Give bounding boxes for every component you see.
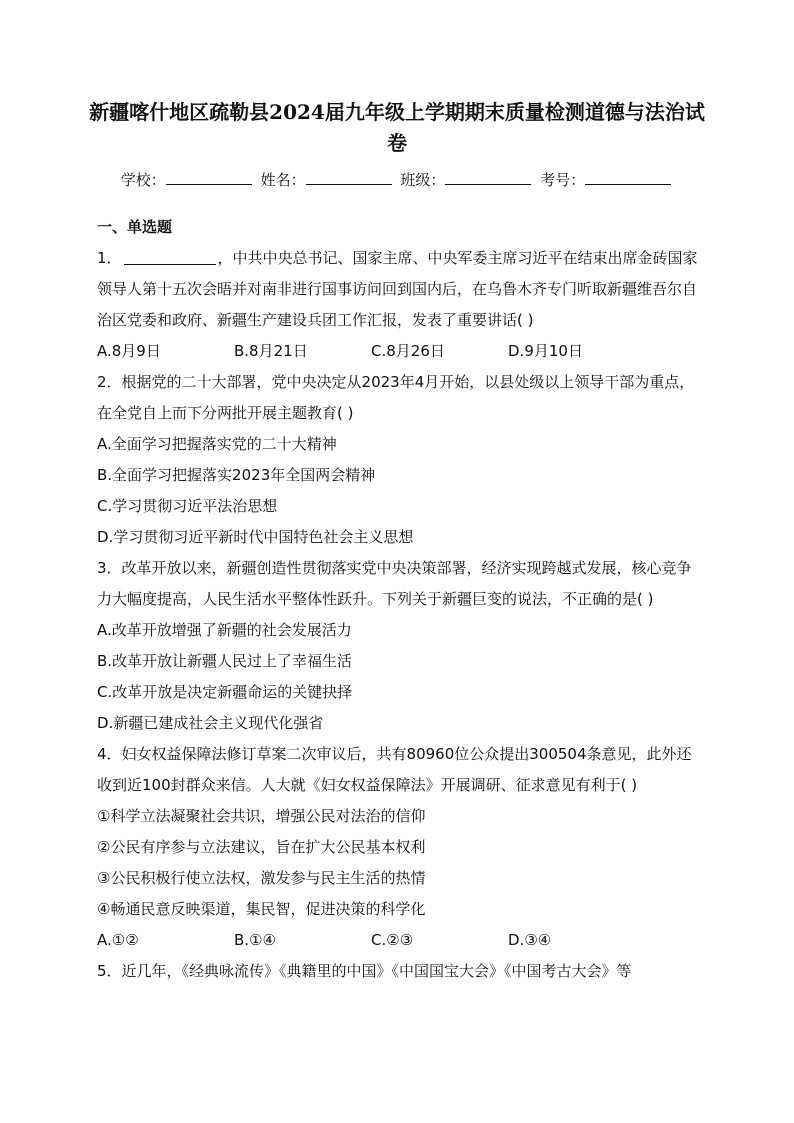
page-title: 新疆喀什地区疏勒县2024届九年级上学期期末质量检测道德与法治试卷 <box>89 100 705 155</box>
option-c[interactable]: C.改革开放是决定新疆命运的关键抉择 <box>97 683 353 701</box>
option-c[interactable]: C.8月26日 <box>371 342 445 360</box>
option-b[interactable]: B.改革开放让新疆人民过上了幸福生活 <box>97 652 353 670</box>
statement-4: ④畅通民意反映渠道，集民智，促进决策的科学化 <box>97 900 426 918</box>
statement-2: ②公民有序参与立法建议，旨在扩大公民基本权利 <box>97 838 426 856</box>
exam-number-blank[interactable] <box>585 169 671 185</box>
option-b[interactable]: B.①④ <box>234 931 276 949</box>
question-4-options <box>97 925 699 956</box>
option-a[interactable]: A.①② <box>97 931 139 949</box>
option-b[interactable]: B.全面学习把握落实2023年全国两会精神 <box>97 466 376 484</box>
section-heading: 一、单选题 <box>97 218 173 236</box>
option-b[interactable]: B.8月21日 <box>234 342 308 360</box>
statement-3: ③公民积极行使立法权，激发参与民主生活的热情 <box>97 869 426 887</box>
option-d[interactable]: D.新疆已建成社会主义现代化强省 <box>97 714 324 732</box>
statement-1: ①科学立法凝聚社会共识，增强公民对法治的信仰 <box>97 807 426 825</box>
question-5: 5．近几年，《经典咏流传》《典籍里的中国》《中国国宝大会》《中国考古大会》等 <box>97 962 632 980</box>
school-field: 学校： <box>121 171 254 189</box>
question-2: 2．根据党的二十大部署，党中央决定从2023年4月开始，以县处级以上领导干部为重点，在全党自上而下分两批开展主题教育( ) <box>97 373 695 422</box>
name-field: 姓名： <box>261 171 394 189</box>
class-field: 班级： <box>400 171 533 189</box>
option-c[interactable]: C.②③ <box>371 931 414 949</box>
class-blank[interactable] <box>445 169 531 185</box>
option-d[interactable]: D.③④ <box>508 931 552 949</box>
school-blank[interactable] <box>166 169 252 185</box>
exam-number-field: 考号： <box>540 171 673 189</box>
option-a[interactable]: A.8月9日 <box>97 342 161 360</box>
question-3: 3．改革开放以来，新疆创造性贯彻落实党中央决策部署，经济实现跨越式发展，核心竞争力大幅度提高，人民生活水平整体性跃升。下列关于新疆巨变的说法，不正确的是( ) <box>97 559 692 608</box>
question-1: 1． ，中共中央总书记、国家主席、中央军委主席习近平在结束出席金砖国家领导人第十五次会晤并对南非进行国事访问回到国内后，在乌鲁木齐专门听取新疆维吾尔自治区党委和政府、新疆生产建设兵团工作汇报，发表了重要讲话( ) <box>97 249 698 329</box>
question-content <box>97 212 699 987</box>
option-a[interactable]: A.改革开放增强了新疆的社会发展活力 <box>97 621 352 639</box>
option-d[interactable]: D.9月10日 <box>508 342 583 360</box>
option-d[interactable]: D.学习贯彻习近平新时代中国特色社会主义思想 <box>97 528 414 546</box>
student-info-row <box>0 168 794 192</box>
answer-blank <box>124 248 216 265</box>
question-4: 4．妇女权益保障法修订草案二次审议后，共有80960位公众提出300504条意见，此外还收到近100封群众来信。人大就《妇女权益保障法》开展调研、征求意见有利于( ) <box>97 745 692 794</box>
name-blank[interactable] <box>306 169 392 185</box>
option-c[interactable]: C.学习贯彻习近平法治思想 <box>97 497 278 515</box>
option-a[interactable]: A.全面学习把握落实党的二十大精神 <box>97 435 337 453</box>
question-1-options <box>97 336 699 367</box>
